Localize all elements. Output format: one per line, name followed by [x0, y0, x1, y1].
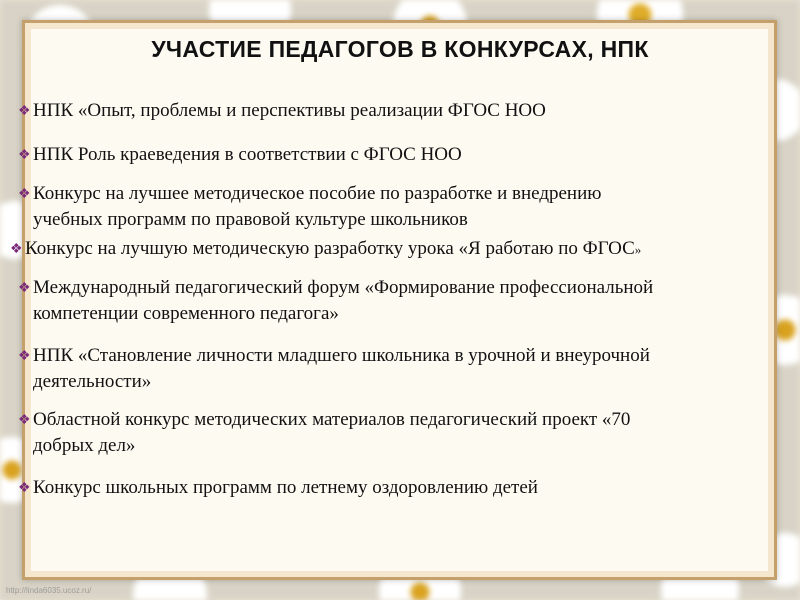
slide-title: УЧАСТИЕ ПЕДАГОГОВ В КОНКУРСАХ, НПК: [151, 36, 649, 62]
source-watermark: http://linda6035.ucoz.ru/: [6, 586, 92, 595]
list-item-text: Конкурс на лучшее методическое пособие по разработке и внедрению: [33, 183, 602, 204]
list-item-3: [18, 181, 778, 232]
list-item-6: [18, 343, 778, 394]
list-item-1: [18, 98, 778, 124]
closing-quote: »: [634, 242, 642, 257]
diamond-bullet-icon: ❖: [18, 481, 31, 496]
list-item-2: [18, 142, 778, 168]
list-item-text: Областной конкурс методических материалов педагогический проект «70: [33, 409, 631, 430]
list-item-text: НПК «Становление личности младшего школьника в урочной и внеурочной: [33, 345, 650, 366]
list-item-text-continued: добрых дел»: [33, 435, 136, 456]
diamond-bullet-icon: ❖: [18, 187, 31, 202]
list-item-text: НПК Роль краеведения в соответствии с ФГОС НОО: [33, 144, 462, 165]
list-item-text: Конкурс школьных программ по летнему оздоровлению детей: [33, 477, 538, 498]
list-item-text-continued: компетенции современного педагога»: [33, 303, 339, 324]
diamond-bullet-icon: ❖: [18, 104, 31, 119]
list-item-text: Международный педагогический форум «Формирование профессиональной: [33, 277, 654, 298]
list-item-4: [10, 236, 770, 262]
diamond-bullet-icon: ❖: [18, 413, 31, 428]
list-item-text-continued: учебных программ по правовой культуре школьников: [33, 209, 468, 230]
diamond-bullet-icon: ❖: [10, 242, 23, 257]
list-item-text: Конкурс на лучшую методическую разработку урока «Я работаю по ФГОС: [25, 238, 635, 259]
diamond-bullet-icon: ❖: [18, 349, 31, 364]
list-item-text: НПК «Опыт, проблемы и перспективы реализации ФГОС НОО: [33, 100, 546, 121]
list-item-text-continued: деятельности»: [33, 371, 152, 392]
list-item-7: [18, 407, 778, 458]
diamond-bullet-icon: ❖: [18, 281, 31, 296]
list-item-5: [18, 275, 778, 326]
diamond-bullet-icon: ❖: [18, 148, 31, 163]
list-item-8: [18, 475, 778, 501]
